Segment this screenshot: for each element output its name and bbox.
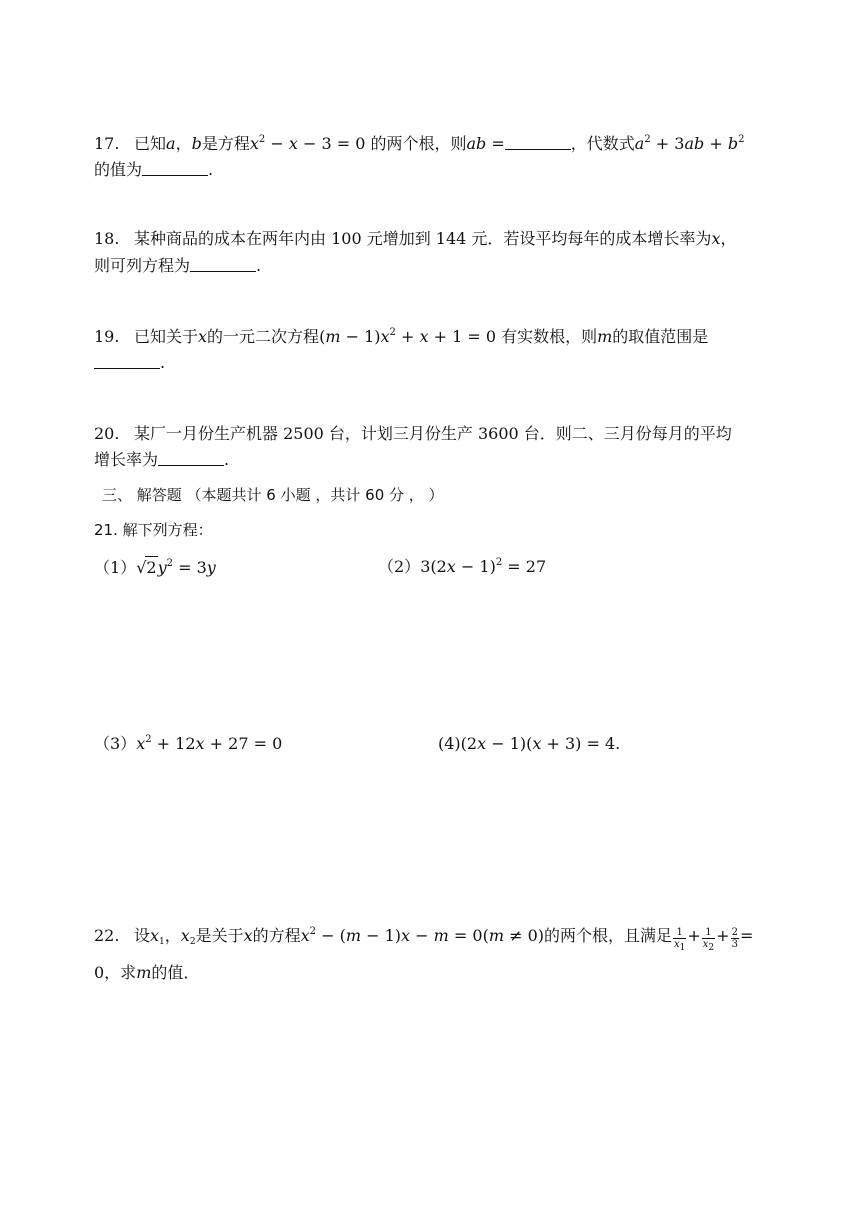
question-22-line-1: 22. 设$x_1$，$x_2$是关于x的方程$x^2 - (m - 1)x - m = 0(m \ne 0)$的两个根，且满足 $\frac{1}{x_1}$ + $\frac{1}{x_2}$ + $\frac{2}{3}$ = — [94, 926, 754, 953]
question-20-line-1: 20. 某厂一月份生产机器 2500 台，计划三月份生产 3600 台．则二、三月份每月的平均 — [94, 424, 732, 443]
question-19-line-1: 19. 已知关于x的一元二次方程$(m - 1)x^2 + x + 1 = 0$ 有实数根，则m的取值范围是 — [94, 327, 709, 346]
question-22-number: 22. — [94, 926, 120, 945]
answer-blank — [94, 354, 160, 369]
question-18-number: 18. — [94, 229, 120, 248]
question-22-line-2: 0，求m的值． — [94, 963, 200, 982]
question-20-number: 20. — [94, 424, 120, 443]
question-21-part-3: $(3)x^2 + 12x + 27 = 0$ — [94, 734, 283, 753]
question-17-number: 17. — [94, 134, 120, 153]
question-21-part-2: $(2)3(2x - 1)^2 = 27$ — [378, 557, 547, 576]
question-19-number: 19. — [94, 327, 120, 346]
question-20-line-2: 增长率为 . — [94, 450, 230, 469]
question-17-line-1: 17. 已知a，b是方程$x^2 - x - 3 = 0$ 的两个根，则ab = ，代数式$a^2 + 3ab + b^2$ — [94, 134, 745, 153]
question-18-line-1: 18. 某种商品的成本在两年内由 100 元增加到 144 元．若设平均每年的成本增长率为x， — [94, 229, 737, 248]
section-3-heading: 三、 解答题 （本题共计 6 小题 ，共计 60 分 ， ） — [102, 486, 444, 504]
question-17-line-2: 的值为 . — [94, 160, 214, 179]
answer-blank — [190, 257, 256, 272]
question-19-line-2: . — [94, 352, 165, 374]
question-18-line-2: 则可列方程为 . — [94, 256, 262, 275]
answer-blank — [142, 161, 208, 176]
answer-blank — [505, 135, 571, 150]
question-21-title: 21. 解下列方程： — [94, 521, 213, 539]
question-21-part-1: $(1)√2y^2 = 3y$ — [94, 558, 216, 577]
answer-blank — [158, 451, 224, 466]
question-21-part-4: (4)(2x − 1)(x + 3) = 4. — [438, 734, 621, 753]
